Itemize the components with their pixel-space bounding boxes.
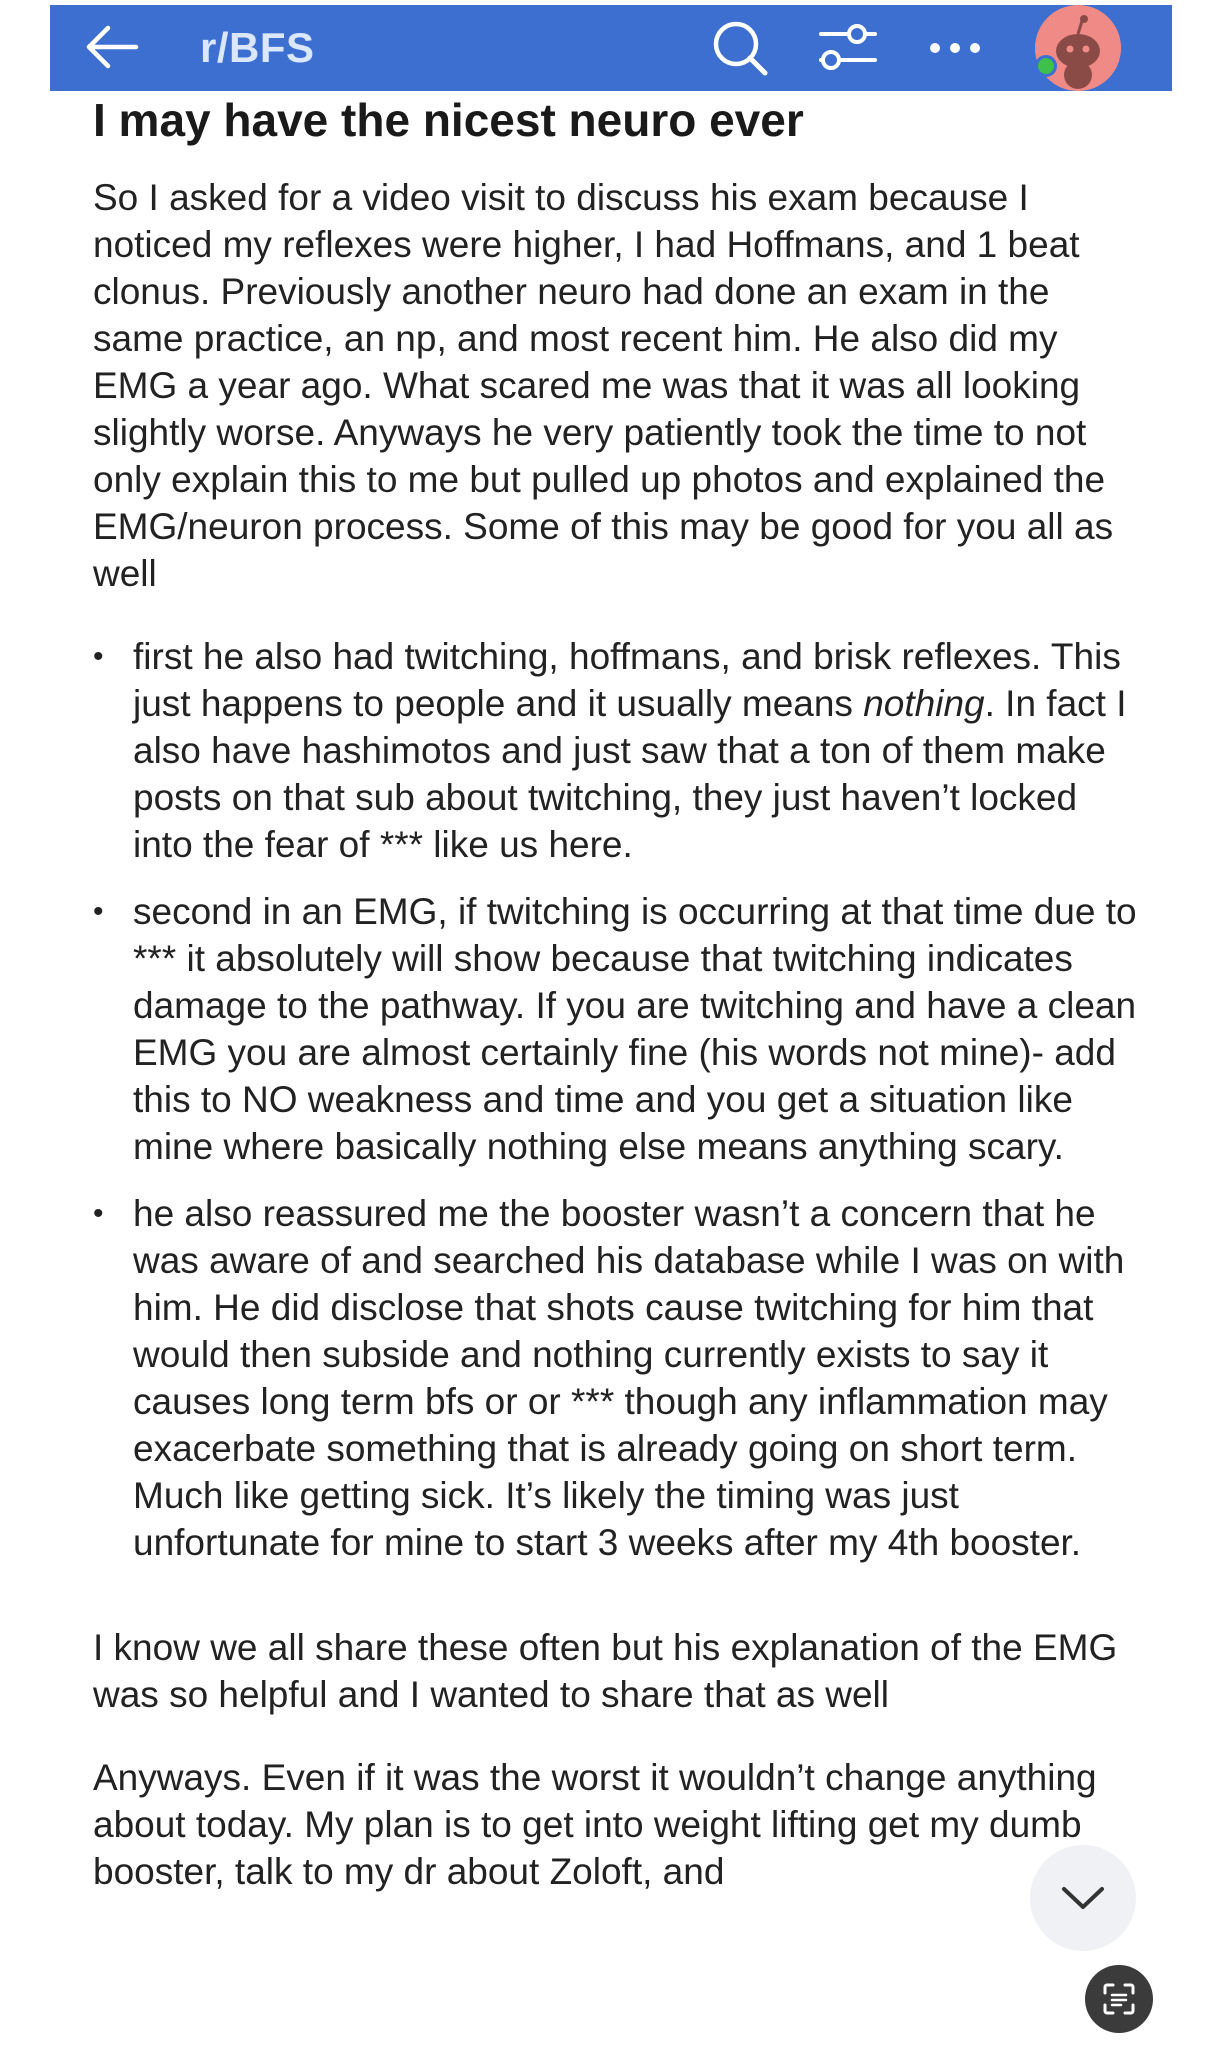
post-paragraph-after-list: I know we all share these often but his explanation of the EMG was so helpful and I wanted to share that as well (93, 1627, 1118, 1715)
list-item (93, 1190, 1143, 1566)
post-intro-paragraph: So I asked for a video visit to discuss his exam because I noticed my reflexes were higher, I had Hoffmans, and 1 beat clonus. Previously another neuro had done an exam in the same practice, an np, and most recent him. He also did my EMG a year ago. What scared me was that it was all looking slightly worse. Anyways he very patiently took the time to not only explain this to me but pulled up photos and explained the EMG/neuron process. Some of this may be good for you all as well (93, 177, 1114, 594)
list-item-emphasis: nothing (863, 683, 985, 724)
list-item-text-after: . In fact I also have hashimotos and just saw that a ton of them make posts on that sub about twitching, they just haven’t locked into the fear of *** like us here. (133, 683, 1127, 865)
online-status-dot (1035, 55, 1057, 77)
list-item (93, 888, 1143, 1170)
more-options-button[interactable] (920, 13, 990, 83)
top-nav-bar (50, 5, 1172, 91)
list-item (93, 633, 1143, 868)
list-item-text: second in an EMG, if twitching is occurring at that time due to *** it absolutely will show because that twitching indicates damage to the pathway. If you are twitching and have a clean EMG you are almost certainly fine (his words not mine)- add this to NO weakness and time and you get a situation like mine where basically nothing else means anything scary. (133, 891, 1137, 1167)
filter-button[interactable] (813, 13, 883, 83)
more-icon (927, 38, 983, 58)
post-title: I may have the nicest neuro ever (93, 94, 804, 146)
post-bullet-list (93, 633, 1143, 1566)
bullet-marker: • (93, 640, 104, 673)
search-button[interactable] (705, 13, 775, 83)
bullet-marker: • (93, 895, 104, 928)
search-icon (709, 17, 771, 79)
snoo-avatar-icon (1035, 5, 1121, 91)
filter-icon (817, 20, 879, 76)
post-body (93, 92, 1143, 1895)
summary-icon (1099, 1979, 1139, 2019)
chevron-down-icon (1060, 1884, 1106, 1912)
list-item-text: first he also had twitching, hoffmans, and brisk reflexes. This just happens to people and it usually means (133, 636, 1121, 724)
back-arrow-icon (84, 23, 140, 71)
scroll-down-button[interactable] (1030, 1845, 1136, 1951)
back-button[interactable] (80, 17, 144, 77)
avatar[interactable] (1035, 5, 1121, 91)
post-closing-paragraph: Anyways. Even if it was the worst it wouldn’t change anything about today. My plan is to get into weight lifting get my dumb booster, talk to my dr about Zoloft, and (93, 1757, 1097, 1892)
list-item-text: he also reassured me the booster wasn’t a concern that he was aware of and searched his database while I was on with him. He did disclose that shots cause twitching for him that would then subside and nothing currently exists to say it causes long term bfs or or *** though any inflammation may exacerbate something that is already going on short term. Much like getting sick. It’s likely the timing was just unfortunate for mine to start 3 weeks after my 4th booster. (133, 1193, 1125, 1563)
subreddit-name[interactable]: r/BFS (200, 24, 315, 71)
summary-button[interactable] (1085, 1965, 1153, 2033)
bullet-marker: • (93, 1197, 104, 1230)
